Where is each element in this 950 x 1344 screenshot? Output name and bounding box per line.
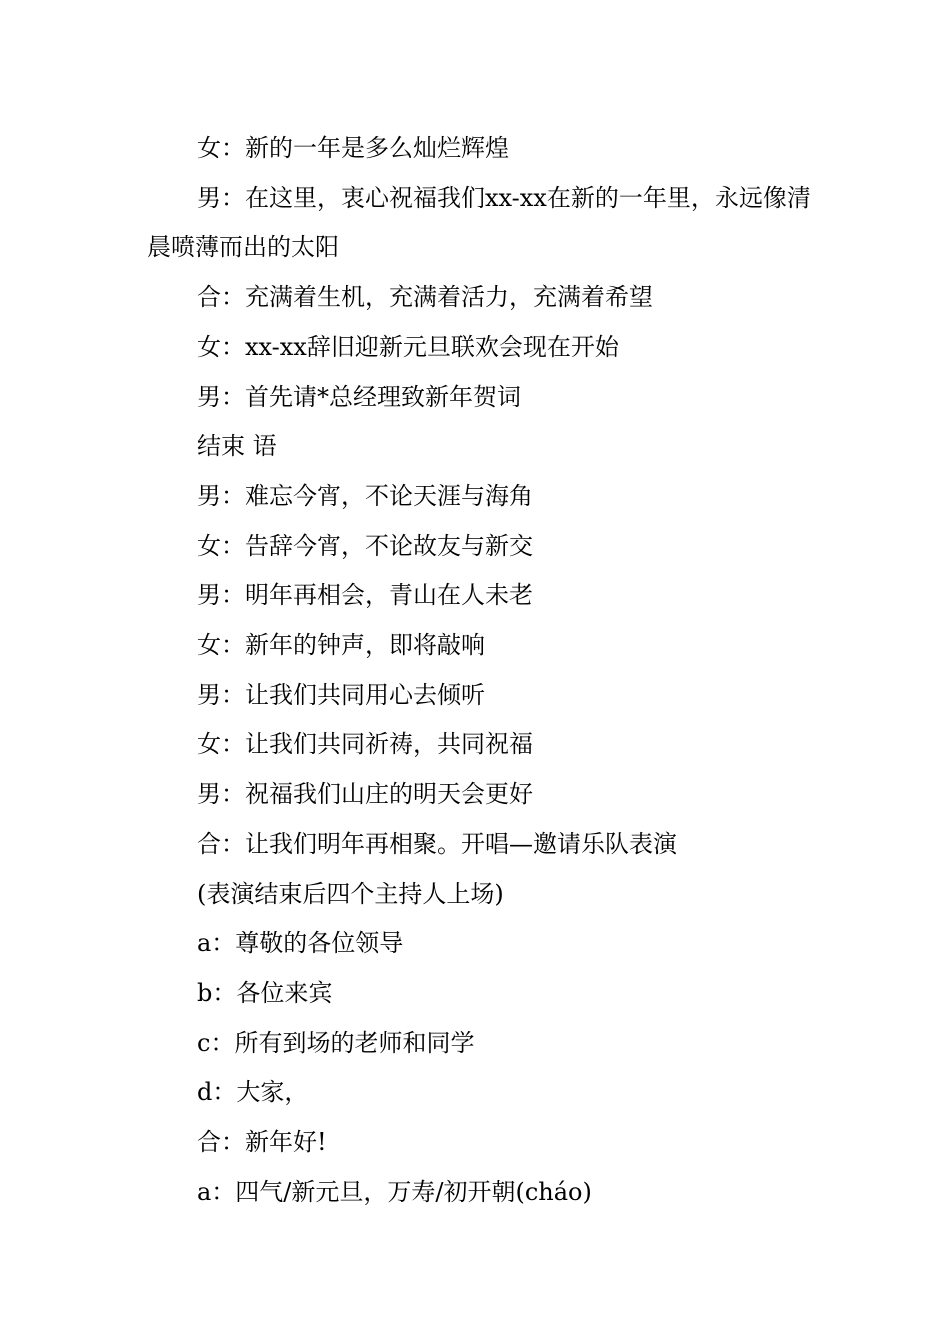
script-line: 合：充满着生机，充满着活力，充满着希望 [197, 283, 653, 312]
script-line: 女：新的一年是多么灿烂辉煌 [197, 134, 509, 162]
stage-direction: (表演结束后四个主持人上场) [197, 879, 504, 908]
script-line: c：所有到场的老师和同学 [197, 1028, 475, 1057]
script-line: 合：让我们明年再相聚。开唱—邀请乐队表演 [197, 829, 677, 858]
script-line: 男：让我们共同用心去倾听 [197, 680, 485, 709]
script-line: 女：xx-xx辞旧迎新元旦联欢会现在开始 [197, 332, 619, 361]
script-line: 女：新年的钟声，即将敲响 [197, 631, 485, 660]
script-body [147, 124, 827, 1217]
script-line: a：四气/新元旦，万寿/初开朝(cháo) [197, 1177, 592, 1206]
script-line: 男：祝福我们山庄的明天会更好 [197, 780, 533, 809]
script-line: b：各位来宾 [197, 978, 333, 1007]
script-line: 男：明年再相会，青山在人未老 [197, 581, 533, 610]
script-line: d：大家， [197, 1078, 309, 1107]
script-line: 女：告辞今宵，不论故友与新交 [197, 531, 533, 560]
script-line: a：尊敬的各位领导 [197, 929, 404, 958]
script-line: 男：首先请*总经理致新年贺词 [197, 382, 521, 411]
script-line: 男：难忘今宵，不论天涯与海角 [197, 481, 533, 510]
script-line: 男：在这里，衷心祝福我们xx-xx在新的一年里，永远像清晨喷薄而出的太阳 [147, 183, 811, 262]
section-heading: 结束 语 [197, 432, 277, 461]
script-line: 女：让我们共同祈祷，共同祝福 [197, 730, 533, 759]
script-line: 合：新年好! [197, 1128, 327, 1157]
